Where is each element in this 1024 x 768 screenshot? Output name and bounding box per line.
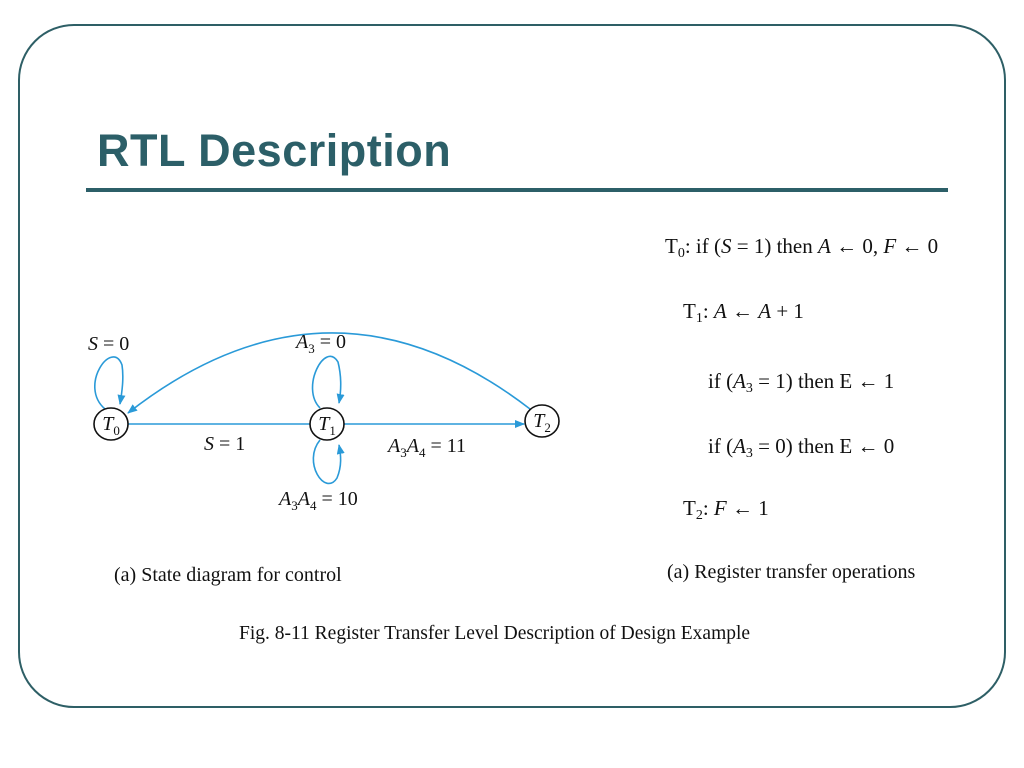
state-node-t0 [94, 408, 128, 440]
slide-title: RTL Description [97, 125, 452, 176]
state-node-t2 [525, 405, 559, 437]
register-op-if-a3-1: if $(A_3 = 1)$ then E ← 1 [708, 369, 895, 396]
state-diagram-caption: (a) State diagram for control [114, 564, 342, 586]
state-t0-letter: T [102, 413, 114, 435]
state-t2-letter: T [533, 410, 545, 432]
self-loop-T1-bottom [313, 440, 340, 483]
state-t0-subscript: 0 [113, 423, 120, 438]
label-s-equals-0: S = 0 [88, 333, 130, 355]
register-ops-caption: (a) Register transfer operations [667, 561, 916, 583]
state-node-t1 [310, 408, 344, 440]
label-a3a4-equals-10: $A_3A_4 = 10$ [279, 488, 358, 513]
state-t2-subscript: 2 [544, 420, 551, 435]
register-op-if-a3-0: if $(A_3 = 0)$ then E ← 0 [708, 434, 895, 461]
register-op-t0: $T_0$: if (S = 1) then A ← 0, F ← 0 [665, 234, 939, 261]
state-t1-letter: T [318, 413, 330, 435]
self-loop-T1-top [313, 356, 341, 408]
label-a3a4-equals-11: $A_3A_4 = 11$ [388, 435, 466, 460]
label-s-equals-1: S = 1 [204, 433, 246, 455]
register-op-t2: $T_2$: F ← 1 [683, 496, 769, 523]
register-op-t1: $T_1$: A ← A + 1 [683, 299, 804, 326]
figure-caption: Fig. 8-11 Register Transfer Level Description of Design Example [239, 623, 751, 644]
self-loop-T0 [95, 357, 123, 409]
state-t1-subscript: 1 [329, 423, 336, 438]
label-a3-equals-0: $A_3 = 0$ [296, 331, 346, 356]
